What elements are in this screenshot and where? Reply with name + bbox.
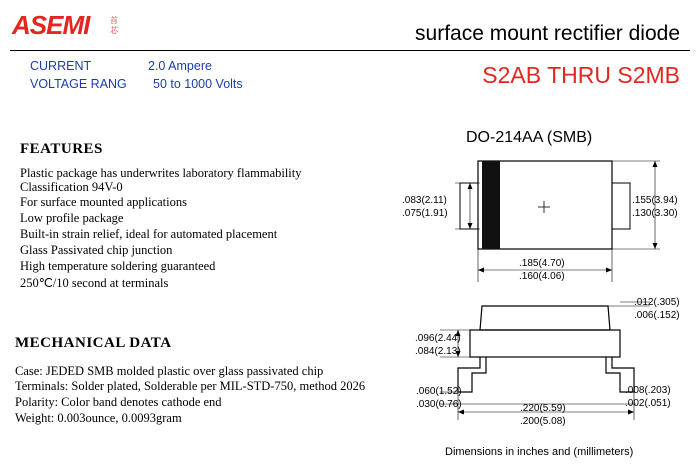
dim-lead-thickness-min: .006(.152) — [634, 310, 680, 321]
dim-standoff-min: .002(.051) — [625, 398, 671, 409]
side-body-top — [480, 306, 610, 330]
dim-body-length-min: .160(4.06) — [519, 271, 565, 282]
side-lead-left — [458, 357, 486, 392]
features-heading: FEATURES — [20, 141, 103, 157]
feature-item: Glass Passivated chip junction — [20, 243, 173, 257]
spec-voltage-label: VOLTAGE RANG — [30, 77, 127, 91]
dim-lead-thickness-max: .012(.305) — [634, 297, 680, 308]
dim-overall-length-max: .220(5.59) — [520, 403, 566, 414]
top-lead-left — [460, 183, 478, 229]
feature-item: For surface mounted applications — [20, 195, 187, 209]
dim-foot-length-min: .030(0.76) — [416, 399, 462, 410]
dim-left-height-max: .083(2.11) — [402, 195, 447, 206]
spec-voltage-value: 50 to 1000 Volts — [153, 77, 243, 91]
feature-item: Classification 94V-0 — [20, 180, 123, 194]
logo-cn-char-1: 首 — [110, 16, 118, 25]
package-name: DO-214AA (SMB) — [466, 129, 593, 146]
page-title: surface mount rectifier diode — [415, 22, 680, 45]
dim-overall-length-min: .200(5.08) — [520, 416, 566, 427]
dim-right-height-max: .155(3.94) — [632, 195, 678, 206]
feature-item: Low profile package — [20, 211, 124, 225]
dim-right-height-min: .130(3.30) — [632, 208, 678, 219]
mechanical-heading: MECHANICAL DATA — [15, 335, 172, 351]
part-range: S2AB THRU S2MB — [482, 62, 680, 88]
top-lead-right — [612, 183, 630, 229]
feature-item: High temperature soldering guaranteed — [20, 259, 216, 273]
mechanical-item: Weight: 0.003ounce, 0.0093gram — [15, 411, 182, 425]
feature-item: 250℃/10 second at terminals — [20, 276, 169, 290]
dim-body-length-max: .185(4.70) — [519, 258, 565, 269]
spec-current-label: CURRENT — [30, 59, 92, 73]
side-body — [470, 330, 620, 357]
logo-wordmark: ASEMI — [12, 10, 90, 40]
dim-side-height-min: .084(2.13) — [415, 346, 461, 357]
mechanical-item: Polarity: Color band denotes cathode end — [15, 395, 222, 409]
mechanical-item: Terminals: Solder plated, Solderable per MIL-STD-750, method 2026 — [15, 379, 366, 393]
spec-current-value: 2.0 Ampere — [148, 59, 212, 73]
logo-cn-char-2: 芯 — [110, 26, 118, 35]
dimensions-note: Dimensions in inches and (millimeters) — [445, 446, 634, 458]
dim-left-height-min: .075(1.91) — [402, 208, 448, 219]
feature-item: Plastic package has underwrites laboratory flammability — [20, 166, 302, 180]
feature-item: Built-in strain relief, ideal for automated placement — [20, 227, 278, 241]
dim-standoff-max: .008(.203) — [625, 385, 671, 396]
dim-side-height-max: .096(2.44) — [415, 333, 461, 344]
cathode-band — [482, 161, 500, 249]
dim-foot-length-max: .060(1.52) — [416, 386, 462, 397]
mechanical-item: Case: JEDED SMB molded plastic over glass passivated chip — [15, 364, 324, 378]
